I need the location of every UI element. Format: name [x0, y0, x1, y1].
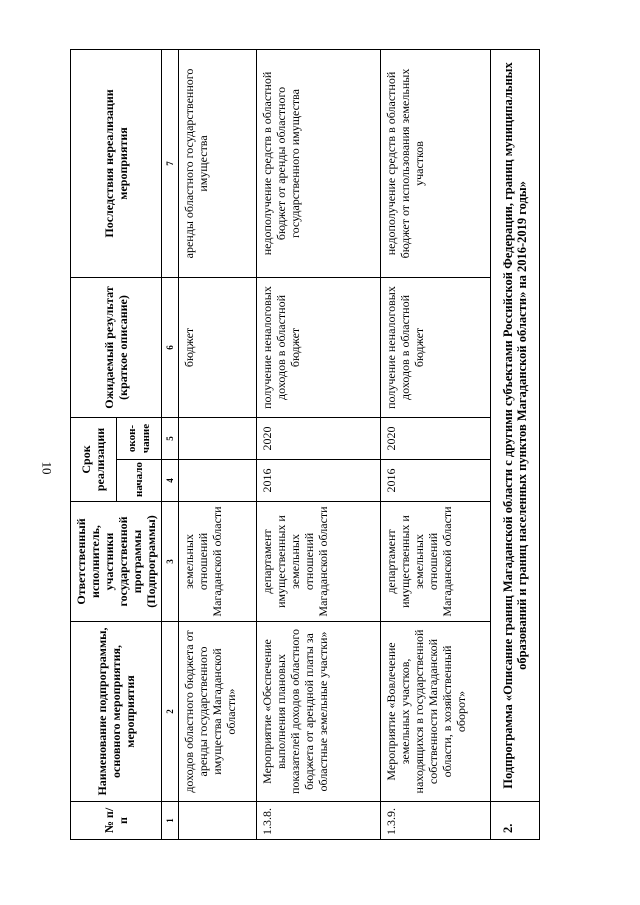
row-end: 2020: [381, 417, 491, 459]
row-result: получение неналоговых доходов в областной бюджет: [257, 277, 381, 417]
row-num: [179, 802, 257, 840]
row-consequences: недополучение средств в областной бюджет от использования земельных участков: [381, 49, 491, 277]
row-executor: земельных отношений Магаданской области: [179, 502, 257, 622]
header-row: [71, 49, 117, 839]
section-row: [491, 49, 540, 839]
row-consequences: недополучение средств в областной бюджет от аренды областного государственного имущества: [257, 49, 381, 277]
header-executor: Ответственный исполнитель, участники государственной программы (Подпрограммы): [71, 502, 162, 622]
header-name: Наименование подпрограммы, основного мероприятия, мероприятия: [71, 622, 162, 802]
row-num: 1.3.9.: [381, 802, 491, 840]
section-num: 2.: [491, 802, 540, 840]
page-number: 10: [39, 461, 55, 475]
index-cell: 3: [162, 502, 179, 622]
index-cell: 4: [162, 460, 179, 502]
index-cell: 7: [162, 49, 179, 277]
row-consequences: аренды областного государственного имущества: [179, 49, 257, 277]
header-period: Срок реализации: [71, 417, 117, 501]
row-end: 2020: [257, 417, 381, 459]
index-cell: 6: [162, 277, 179, 417]
table-row: [381, 49, 491, 839]
row-executor: департамент имущественных и земельных отношений Магаданской области: [257, 502, 381, 622]
header-result: Ожидаемый результат (краткое описание): [71, 277, 162, 417]
section-title: Подпрограмма «Описание границ Магаданской области с другими субъектами Российской Федерации, границ муниципальных образований и границ населенных пунктов Магаданской области» на 2016-2019 годы»: [491, 49, 540, 801]
index-cell: 1: [162, 802, 179, 840]
table-row: [179, 49, 257, 839]
row-end: [179, 417, 257, 459]
row-start: 2016: [257, 460, 381, 502]
index-cell: 2: [162, 622, 179, 802]
rotated-table-container: [70, 50, 620, 840]
row-name: доходов областного бюджета от аренды государственного имущества Магаданской области»: [179, 622, 257, 802]
index-row: [162, 49, 179, 839]
header-consequences: Последствия нереализации мероприятия: [71, 49, 162, 277]
table-row: [257, 49, 381, 839]
header-num: № п/п: [71, 802, 162, 840]
row-num: 1.3.8.: [257, 802, 381, 840]
index-cell: 5: [162, 417, 179, 459]
program-table: [70, 49, 540, 840]
row-start: 2016: [381, 460, 491, 502]
row-name: Мероприятие «Обеспечение выполнения плановых показателей доходов областного бюджета от арендной платы за областные земельные участки»: [257, 622, 381, 802]
row-result: бюджет: [179, 277, 257, 417]
header-start: начало: [116, 460, 162, 502]
row-name: Мероприятие «Вовлечение земельных участков, находящихся в государственной собственности Магаданской области, в хозяйственный оборот»: [381, 622, 491, 802]
row-result: получение неналоговых доходов в областной бюджет: [381, 277, 491, 417]
row-start: [179, 460, 257, 502]
header-end: окон-чание: [116, 417, 162, 459]
row-executor: департамент имущественных и земельных отношений Магаданской области: [381, 502, 491, 622]
